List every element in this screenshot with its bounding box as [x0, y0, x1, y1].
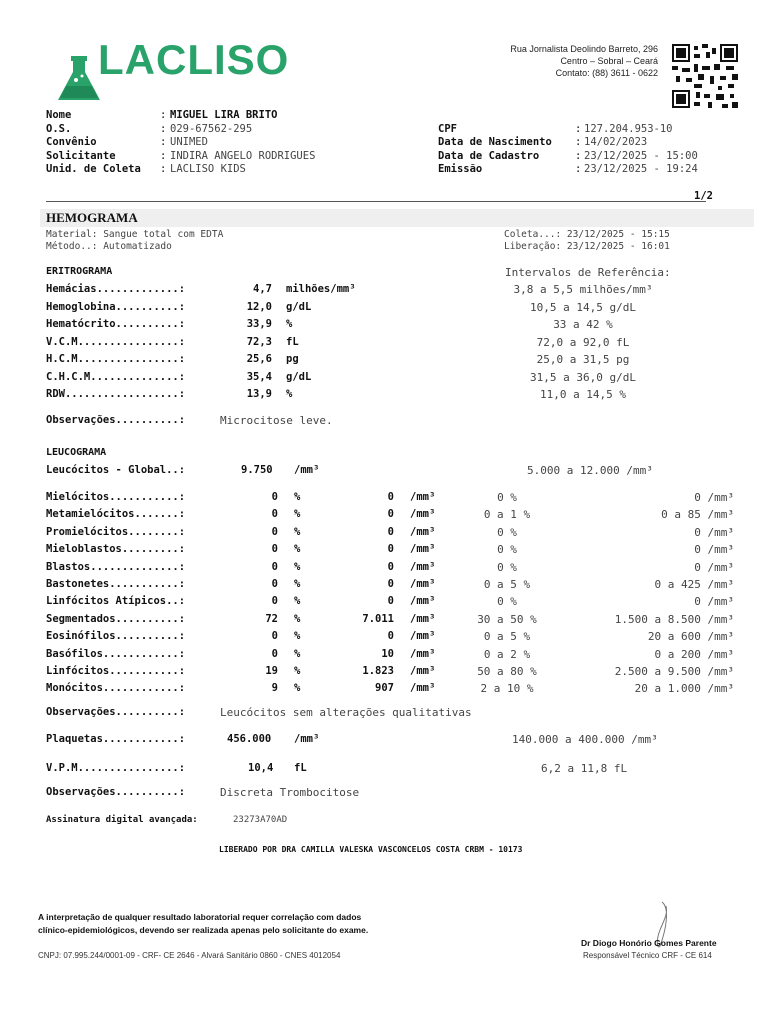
- colon: :: [160, 136, 167, 148]
- leuco-label: Linfócitos Atípicos..:: [46, 595, 186, 608]
- eritro-label: Hematócrito..........:: [46, 318, 186, 330]
- exam-material: Material: Sangue total com EDTA: [46, 229, 224, 240]
- leuco-ref-abs: 0 /mm³: [694, 491, 734, 504]
- eritro-unit: %: [286, 318, 293, 330]
- leuco-pct: 0: [271, 595, 278, 608]
- leuco-ref-abs: 0 /mm³: [694, 595, 734, 609]
- leuco-abs: 0: [387, 525, 394, 538]
- leuco-label: Bastonetes...........:: [46, 578, 186, 590]
- leuco-abs-unit: /mm³: [410, 508, 436, 521]
- plaquetas-unit: /mm³: [294, 733, 320, 745]
- leuco-obs-label: Observações..........:: [46, 706, 186, 718]
- leuco-pct: 0: [271, 543, 278, 556]
- leuco-label: Basófilos............:: [46, 647, 186, 660]
- leuco-pct-unit: %: [294, 508, 301, 521]
- eritro-value: 12,0: [246, 300, 272, 313]
- cpf-value: 127.204.953-10: [584, 123, 673, 135]
- eritro-obs-value: Microcitose leve.: [220, 414, 333, 427]
- leuco-ref-abs: 0 /mm³: [694, 525, 734, 539]
- leuco-pct-unit: %: [294, 647, 301, 660]
- cadastro-value: 23/12/2025 - 15:00: [584, 150, 698, 162]
- eritro-ref: 31,5 a 36,0 g/dL: [530, 370, 636, 384]
- colon: :: [160, 109, 167, 121]
- leuco-ref-abs: 2.500 a 9.500 /mm³: [614, 665, 734, 678]
- leuco-label: Segmentados..........:: [46, 612, 186, 625]
- leuco-ref-pct: 2 a 10 %: [480, 682, 534, 696]
- leuco-abs: 10: [381, 647, 394, 660]
- leuco-pct-unit: %: [294, 491, 301, 503]
- eritro-label: H.C.M................:: [46, 353, 186, 365]
- leuco-pct-unit: %: [294, 665, 301, 677]
- leuco-abs-unit: /mm³: [410, 525, 436, 538]
- eritro-ref: 33 a 42 %: [553, 318, 613, 331]
- leuco-pct-unit: %: [294, 595, 301, 608]
- unid-label: Unid. de Coleta: [46, 163, 141, 175]
- vpm-value: 10,4: [248, 762, 274, 774]
- lab-logo: [46, 36, 96, 86]
- leuco-abs: 0: [387, 491, 394, 503]
- eritro-ref: 11,0 a 14,5 %: [539, 388, 627, 401]
- leuco-label: Eosinófilos..........:: [46, 630, 186, 643]
- leuco-abs-unit: /mm³: [410, 665, 436, 677]
- eritro-unit: %: [286, 388, 293, 400]
- eritro-label: Hemoglobina..........:: [46, 300, 186, 313]
- leuco-ref-pct: 0 %: [497, 491, 517, 504]
- flask-icon: [54, 54, 104, 104]
- leuco-ref-pct: 0 %: [497, 543, 517, 557]
- address-line-2: Centro – Sobral – Ceará: [560, 56, 658, 66]
- emissao-label: Emissão: [438, 163, 483, 175]
- exam-liberacao: Liberação: 23/12/2025 - 16:01: [504, 241, 670, 252]
- eritro-unit: milhões/mm³: [286, 283, 356, 295]
- leucograma-title: LEUCOGRAMA: [46, 447, 107, 458]
- unid-value: LACLISO KIDS: [170, 163, 246, 175]
- leuco-label: Monócitos............:: [46, 682, 186, 695]
- leuco-ref-abs: 0 a 425 /mm³: [654, 578, 734, 591]
- eritro-unit: fL: [286, 335, 299, 348]
- leuco-pct: 0: [271, 647, 278, 660]
- leuco-abs-unit: /mm³: [410, 543, 436, 556]
- exam-coleta: Coleta...: 23/12/2025 - 15:15: [504, 229, 670, 240]
- leuco-abs-unit: /mm³: [410, 491, 436, 503]
- colon: :: [575, 150, 582, 162]
- leuco-abs-unit: /mm³: [410, 647, 436, 660]
- leuco-abs: 907: [375, 682, 394, 695]
- colon: :: [575, 123, 582, 135]
- nasc-value: 14/02/2023: [584, 136, 648, 148]
- nome-value: MIGUEL LIRA BRITO: [170, 109, 278, 121]
- leuco-ref-pct: 0 a 5 %: [483, 630, 531, 644]
- leuco-ref-abs: 0 /mm³: [694, 560, 734, 574]
- colon: :: [160, 150, 167, 162]
- eritro-value: 33,9: [246, 318, 272, 330]
- leuco-ref-pct: 0 a 1 %: [483, 508, 531, 522]
- plaquetas-label: Plaquetas............:: [46, 733, 186, 745]
- cnpj-line: CNPJ: 07.995.244/0001-09 - CRF- CE 2646 - Alvará Sanitário 0860 - CNES 4012054: [38, 951, 341, 960]
- leuco-obs-value: Leucócitos sem alterações qualitativas: [220, 706, 472, 719]
- eritro-label: V.C.M................:: [46, 335, 186, 348]
- leuco-abs-unit: /mm³: [410, 612, 436, 625]
- ref-title: Intervalos de Referência:: [505, 266, 671, 279]
- leuco-label: Metamielócitos.......:: [46, 508, 186, 521]
- leuco-pct-unit: %: [294, 630, 301, 643]
- leuco-abs: 7.011: [362, 612, 394, 625]
- eritro-value: 35,4: [246, 370, 272, 383]
- disclaimer-line-1: A interpretação de qualquer resultado laboratorial requer correlação com dados: [38, 912, 362, 922]
- eritro-unit: pg: [286, 353, 299, 365]
- eritro-ref: 3,8 a 5,5 milhões/mm³: [513, 283, 653, 296]
- brand-name: LACLISO: [98, 36, 290, 83]
- final-obs-label: Observações..........:: [46, 786, 186, 798]
- leuco-ref-pct: 50 a 80 %: [477, 665, 537, 678]
- page-number: 1/2: [694, 190, 713, 202]
- leuco-abs: 0: [387, 560, 394, 573]
- qr-code: [664, 26, 730, 90]
- leuco-pct: 0: [271, 491, 278, 503]
- leuco-pct-unit: %: [294, 525, 301, 538]
- leuco-pct-unit: %: [294, 543, 301, 556]
- leuco-ref-abs: 0 a 200 /mm³: [654, 647, 734, 661]
- cpf-label: CPF: [438, 123, 457, 135]
- leuco-pct: 0: [271, 560, 278, 573]
- leuco-abs: 0: [387, 508, 394, 521]
- resp-role: Responsável Técnico CRF - CE 614: [583, 951, 712, 960]
- leuco-pct: 19: [265, 665, 278, 677]
- liberado-por: LIBERADO POR DRA CAMILLA VALESKA VASCONCELOS COSTA CRBM - 10173: [219, 845, 523, 854]
- leuco-global-value: 9.750: [241, 464, 273, 476]
- os-value: 029-67562-295: [170, 123, 253, 135]
- cadastro-label: Data de Cadastro: [438, 150, 540, 162]
- leuco-ref-abs: 20 a 1.000 /mm³: [634, 682, 734, 696]
- leuco-pct: 72: [265, 612, 278, 625]
- convenio-label: Convênio: [46, 136, 97, 148]
- leuco-ref-abs: 0 a 85 /mm³: [661, 508, 734, 522]
- leuco-pct: 0: [271, 578, 278, 590]
- leuco-pct-unit: %: [294, 560, 301, 573]
- leuco-ref-abs: 0 /mm³: [694, 543, 734, 557]
- leuco-abs: 1.823: [362, 665, 394, 677]
- leuco-global-ref: 5.000 a 12.000 /mm³: [527, 464, 653, 477]
- nome-label: Nome: [46, 109, 72, 121]
- leuco-label: Mielócitos...........:: [46, 491, 186, 503]
- leuco-ref-pct: 0 a 2 %: [483, 647, 531, 661]
- eritro-unit: g/dL: [286, 370, 312, 383]
- resp-name: Dr Diogo Honório Gomes Parente: [581, 938, 717, 948]
- exam-metodo: Método..: Automatizado: [46, 241, 172, 252]
- leuco-pct: 0: [271, 508, 278, 521]
- eritro-value: 4,7: [253, 283, 272, 295]
- leuco-ref-pct: 0 %: [497, 595, 517, 609]
- leuco-label: Linfócitos...........:: [46, 665, 186, 677]
- final-obs-value: Discreta Trombocitose: [220, 786, 360, 799]
- assinatura-code: 23273A70AD: [233, 815, 288, 825]
- vpm-unit: fL: [294, 762, 307, 774]
- leuco-pct-unit: %: [294, 612, 301, 625]
- leuco-abs-unit: /mm³: [410, 682, 436, 695]
- eritro-value: 25,6: [246, 353, 272, 365]
- leuco-abs-unit: /mm³: [410, 595, 436, 608]
- leuco-ref-abs: 20 a 600 /mm³: [647, 630, 734, 644]
- leuco-pct: 0: [271, 525, 278, 538]
- leuco-pct: 0: [271, 630, 278, 643]
- eritro-value: 72,3: [246, 335, 272, 348]
- leuco-label: Promielócitos........:: [46, 525, 186, 538]
- plaquetas-ref: 140.000 a 400.000 /mm³: [512, 733, 658, 746]
- plaquetas-value: 456.000: [227, 733, 272, 745]
- leuco-ref-pct: 0 %: [497, 525, 517, 539]
- leuco-abs: 0: [387, 578, 394, 590]
- divider: [46, 201, 706, 202]
- leuco-global-label: Leucócitos - Global..:: [46, 464, 186, 476]
- solicitante-value: INDIRA ANGELO RODRIGUES: [170, 150, 316, 162]
- eritro-unit: g/dL: [286, 300, 312, 313]
- eritro-label: C.H.C.M..............:: [46, 370, 186, 383]
- leuco-abs-unit: /mm³: [410, 560, 436, 573]
- eritro-ref: 25,0 a 31,5 pg: [536, 353, 630, 366]
- leuco-pct: 9: [271, 682, 278, 695]
- assinatura-label: Assinatura digital avançada:: [46, 815, 198, 825]
- vpm-label: V.P.M................:: [46, 762, 186, 774]
- disclaimer-line-2: clínico-epidemiológicos, devendo ser realizada apenas pelo solicitante do exame.: [38, 925, 369, 935]
- leuco-pct-unit: %: [294, 682, 301, 695]
- leuco-label: Blastos..............:: [46, 560, 186, 573]
- eritro-label: Hemácias.............:: [46, 283, 186, 295]
- eritro-label: RDW..................:: [46, 388, 186, 400]
- qr-code-icon: [672, 44, 738, 108]
- colon: :: [575, 136, 582, 148]
- colon: :: [160, 123, 167, 135]
- leuco-ref-pct: 0 %: [497, 560, 517, 574]
- convenio-value: UNIMED: [170, 136, 208, 148]
- exam-title-bar: [40, 209, 754, 227]
- solicitante-label: Solicitante: [46, 150, 116, 162]
- nasc-label: Data de Nascimento: [438, 136, 552, 148]
- eritro-value: 13,9: [246, 388, 272, 400]
- leuco-abs-unit: /mm³: [410, 578, 436, 590]
- eritro-obs-label: Observações..........:: [46, 414, 186, 426]
- eritrograma-title: ERITROGRAMA: [46, 266, 113, 277]
- address-line-1: Rua Jornalista Deolindo Barreto, 296: [510, 44, 658, 54]
- exam-title: HEMOGRAMA: [46, 210, 138, 225]
- leuco-abs-unit: /mm³: [410, 630, 436, 643]
- colon: :: [160, 163, 167, 175]
- leuco-abs: 0: [387, 630, 394, 643]
- vpm-ref: 6,2 a 11,8 fL: [541, 762, 628, 775]
- eritro-ref: 10,5 a 14,5 g/dL: [530, 300, 636, 314]
- colon: :: [575, 163, 582, 175]
- leuco-pct-unit: %: [294, 578, 301, 590]
- leuco-label: Mieloblastos.........:: [46, 543, 186, 556]
- eritro-ref: 72,0 a 92,0 fL: [536, 335, 630, 349]
- contact: Contato: (88) 3611 - 0622: [555, 68, 658, 78]
- leuco-abs: 0: [387, 543, 394, 556]
- leuco-ref-abs: 1.500 a 8.500 /mm³: [614, 612, 734, 626]
- signature-scribble: [640, 882, 670, 934]
- leuco-global-unit: /mm³: [294, 464, 320, 476]
- leuco-abs: 0: [387, 595, 394, 608]
- leuco-ref-pct: 30 a 50 %: [477, 612, 537, 626]
- leuco-ref-pct: 0 a 5 %: [483, 578, 531, 591]
- os-label: O.S.: [46, 123, 72, 135]
- emissao-value: 23/12/2025 - 19:24: [584, 163, 698, 175]
